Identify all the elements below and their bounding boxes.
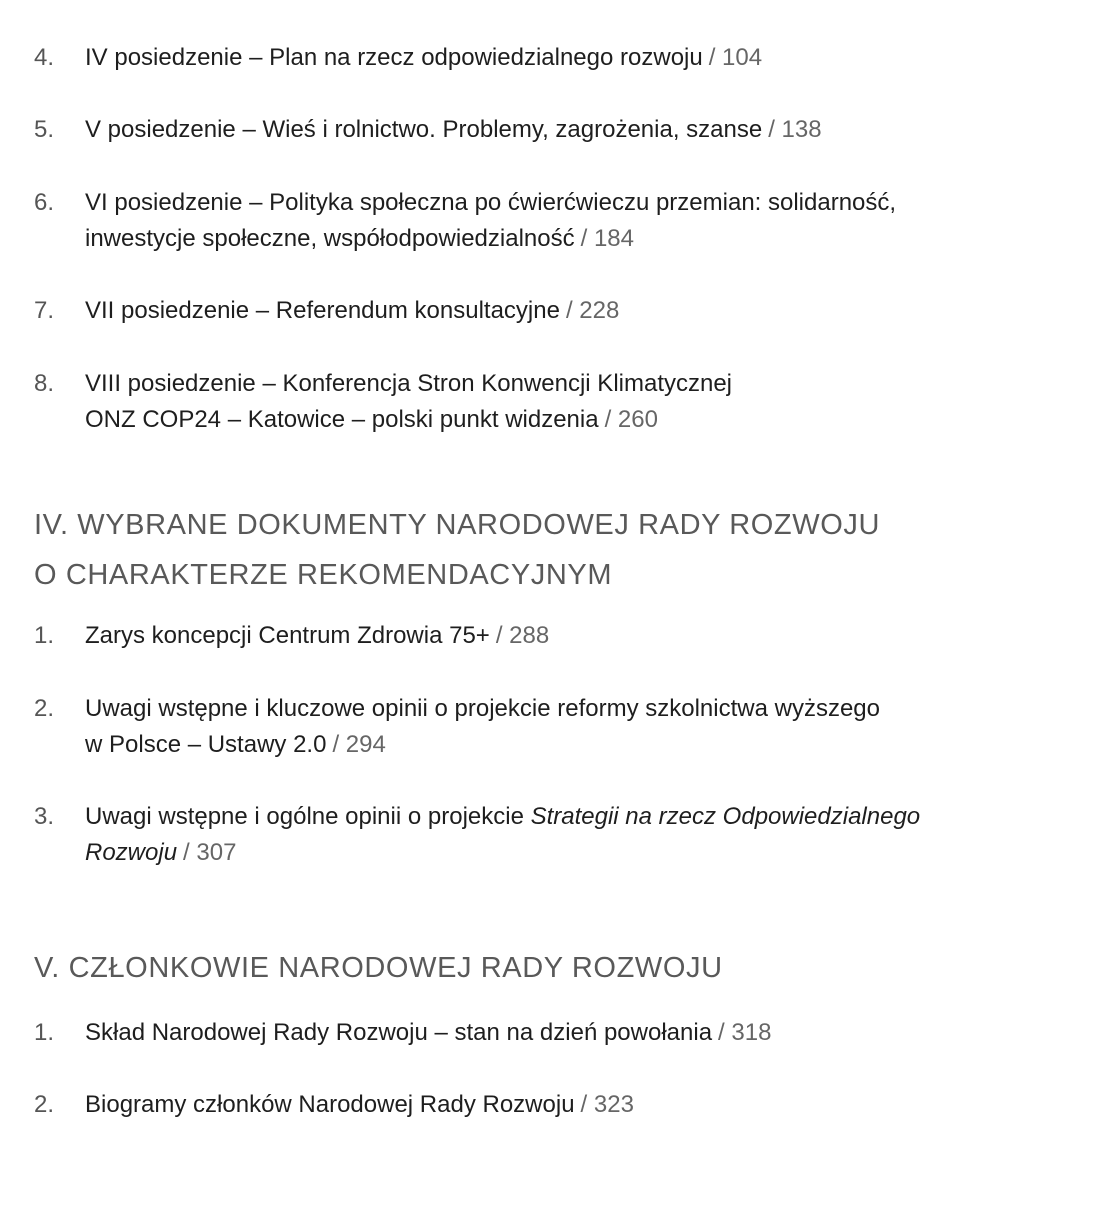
entry-title: V posiedzenie – Wieś i rolnictwo. Problemy, zagrożenia, szanse bbox=[85, 116, 763, 143]
section-heading-v bbox=[34, 943, 1094, 993]
entry-title-line-1: Uwagi wstępne i kluczowe opinii o projekcie reformy szkolnictwa wyższego bbox=[85, 695, 880, 722]
toc-entry-5 bbox=[34, 112, 1084, 148]
toc-entry-iv-3 bbox=[34, 799, 1084, 871]
entry-title-line-2: w Polsce – Ustawy 2.0 bbox=[85, 731, 327, 758]
entry-page-number: / 288 bbox=[495, 622, 550, 649]
entry-title: VII posiedzenie – Referendum konsultacyjne bbox=[85, 297, 560, 324]
entry-page-number: / 228 bbox=[565, 297, 620, 324]
section-heading-line-1: IV. WYBRANE DOKUMENTY NARODOWEJ RADY ROZWOJU bbox=[34, 509, 881, 541]
entry-number: 7. bbox=[34, 297, 55, 324]
entry-title-italic-line-1: Strategii na rzecz Odpowiedzialnego bbox=[530, 803, 921, 830]
toc-entry-v-1 bbox=[34, 1015, 1084, 1051]
section-heading-text: V. CZŁONKOWIE NARODOWEJ RADY ROZWOJU bbox=[34, 952, 723, 984]
entry-number: 2. bbox=[34, 695, 55, 722]
entry-page-number: / 104 bbox=[708, 44, 763, 71]
section-heading-iv bbox=[34, 500, 1094, 600]
entry-title-line-1: VI posiedzenie – Polityka społeczna po ćwierćwieczu przemian: solidarność, bbox=[85, 189, 897, 216]
entry-title: Biogramy członków Narodowej Rady Rozwoju bbox=[85, 1091, 575, 1118]
entry-number: 4. bbox=[34, 44, 55, 71]
entry-number: 1. bbox=[34, 622, 55, 649]
entry-page-number: / 294 bbox=[332, 731, 386, 758]
entry-title-line-1: VIII posiedzenie – Konferencja Stron Konwencji Klimatycznej bbox=[85, 370, 733, 397]
entry-page-number: / 184 bbox=[580, 225, 634, 252]
entry-page-number: / 318 bbox=[718, 1019, 772, 1046]
entry-number: 5. bbox=[34, 116, 55, 143]
entry-number: 2. bbox=[34, 1091, 55, 1118]
entry-number: 8. bbox=[34, 370, 55, 397]
entry-title-line-2: inwestycje społeczne, współodpowiedzialność bbox=[85, 225, 575, 252]
entry-title: IV posiedzenie – Plan na rzecz odpowiedzialnego rozwoju bbox=[85, 44, 703, 71]
toc-entry-4 bbox=[34, 40, 1084, 76]
entry-page-number: / 138 bbox=[768, 116, 822, 143]
entry-number: 1. bbox=[34, 1019, 55, 1046]
entry-page-number: / 307 bbox=[183, 839, 237, 866]
toc-entry-8 bbox=[34, 366, 1084, 438]
toc-entry-iv-1 bbox=[34, 618, 1084, 654]
entry-title-lead: Uwagi wstępne i ogólne opinii o projekcie bbox=[85, 803, 531, 830]
toc-entry-6 bbox=[34, 185, 1084, 257]
entry-page-number: / 260 bbox=[604, 406, 658, 433]
entry-title-line-2: ONZ COP24 – Katowice – polski punkt widzenia bbox=[85, 406, 599, 433]
section-heading-line-2: O CHARAKTERZE REKOMENDACYJNYM bbox=[34, 559, 613, 591]
entry-title-italic-line-2: Rozwoju bbox=[85, 839, 178, 866]
toc-entry-v-2 bbox=[34, 1087, 1084, 1123]
entry-number: 3. bbox=[34, 803, 55, 830]
toc-entry-iv-2 bbox=[34, 691, 1084, 763]
toc-entry-7 bbox=[34, 293, 1084, 329]
entry-title: Zarys koncepcji Centrum Zdrowia 75+ bbox=[85, 622, 490, 649]
entry-number: 6. bbox=[34, 189, 55, 216]
entry-page-number: / 323 bbox=[580, 1091, 634, 1118]
entry-title: Skład Narodowej Rady Rozwoju – stan na dzień powołania bbox=[85, 1019, 713, 1046]
